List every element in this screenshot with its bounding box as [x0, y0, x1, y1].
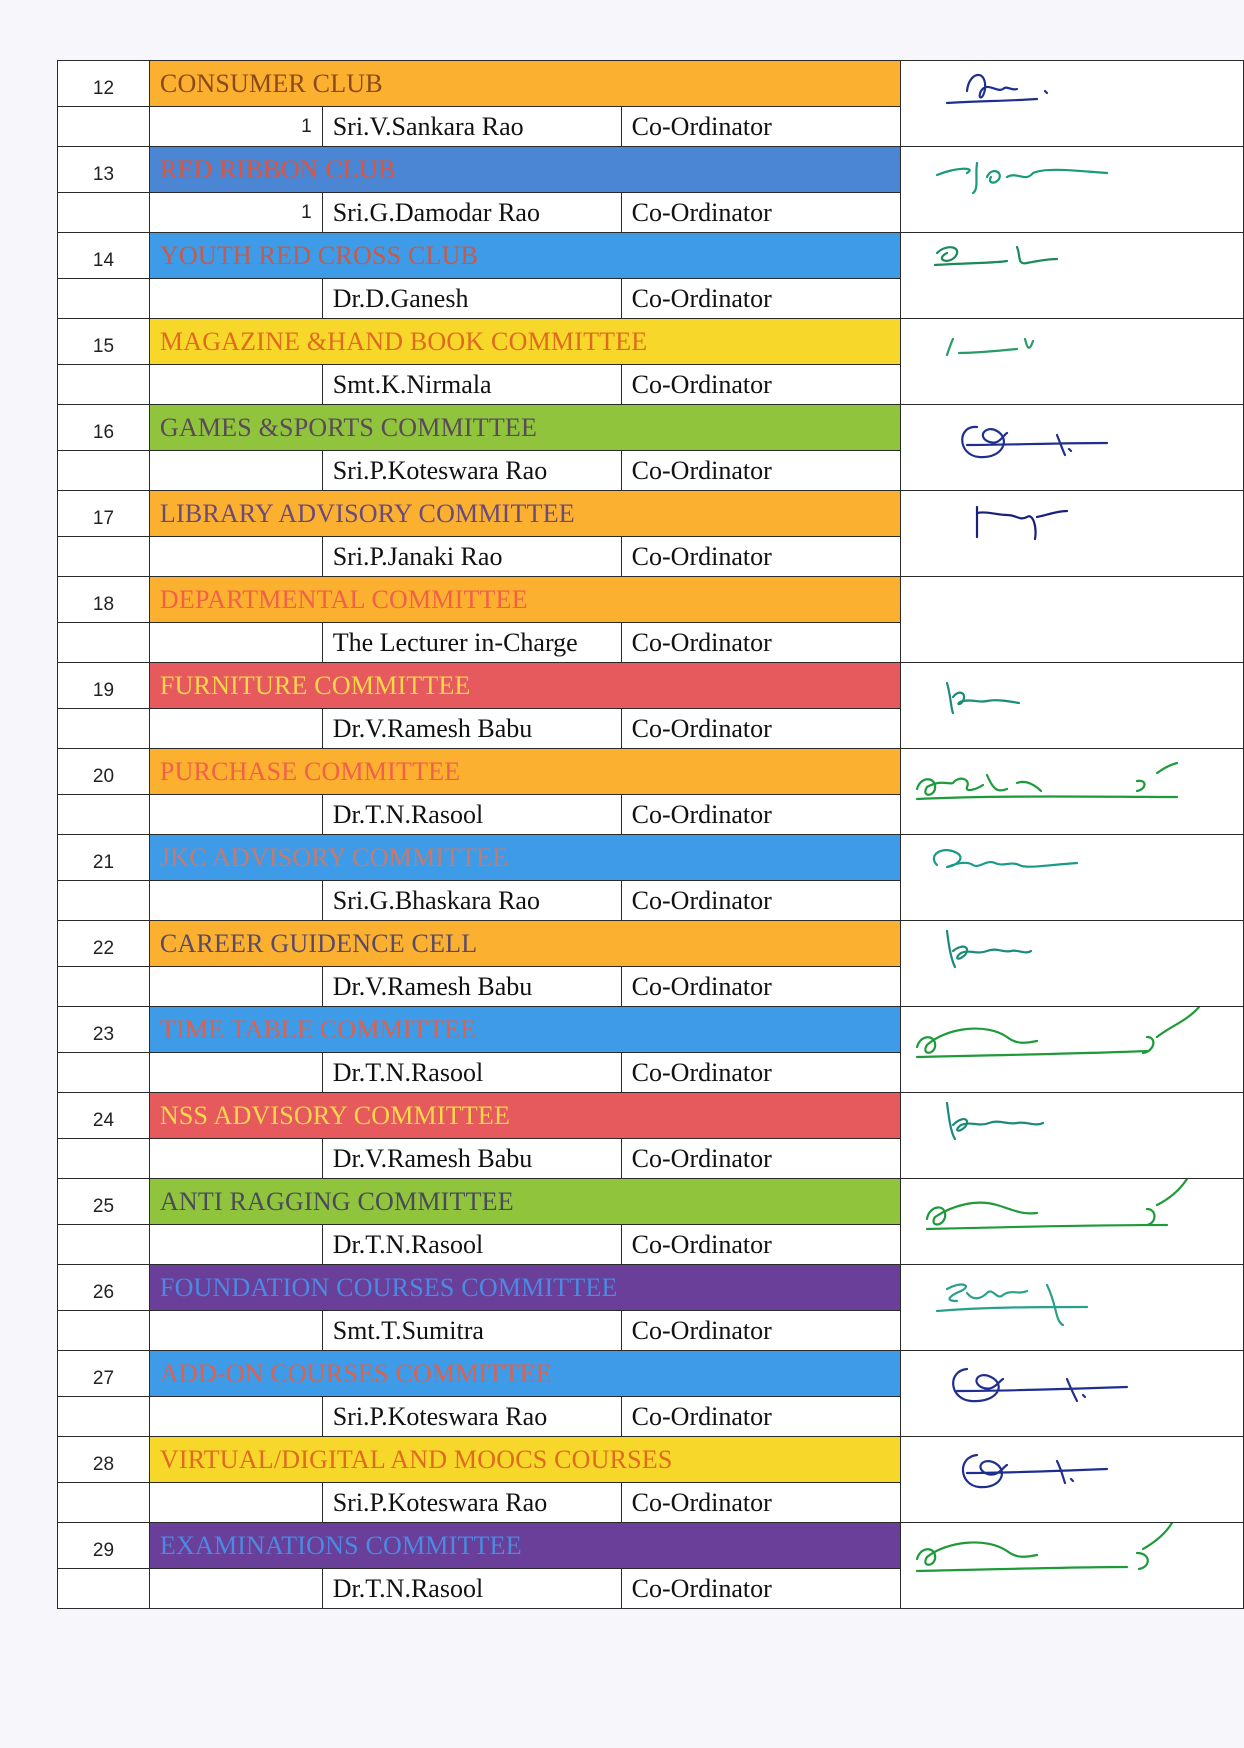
blank-cell	[58, 107, 150, 147]
committee-name: PURCHASE COMMITTEE	[149, 749, 900, 795]
committee-name: CAREER GUIDENCE CELL	[149, 921, 900, 967]
member-name: Smt.T.Sumitra	[322, 1311, 621, 1351]
committee-number: 19	[58, 663, 150, 709]
committee-table	[57, 60, 1244, 1609]
member-serial	[149, 1053, 322, 1093]
signature-cell	[900, 319, 1243, 405]
handwritten-signature	[907, 233, 1227, 314]
blank-cell	[58, 1397, 150, 1437]
committee-name: RED RIBBON CLUB	[149, 147, 900, 193]
committee-header-row	[58, 491, 1244, 537]
signature-stroke	[947, 75, 1047, 103]
signature-cell	[900, 921, 1243, 1007]
signature-cell	[900, 147, 1243, 233]
member-role: Co-Ordinator	[621, 1569, 900, 1609]
blank-cell	[58, 623, 150, 663]
member-name: Sri.P.Janaki Rao	[322, 537, 621, 577]
handwritten-signature	[907, 1437, 1227, 1518]
signature-cell	[900, 577, 1243, 663]
member-name: Sri.P.Koteswara Rao	[322, 1397, 621, 1437]
blank-cell	[58, 537, 150, 577]
committee-number: 16	[58, 405, 150, 451]
committee-header-row	[58, 1007, 1244, 1053]
member-serial	[149, 1311, 322, 1351]
handwritten-signature	[907, 1523, 1227, 1604]
signature-stroke	[953, 1369, 1127, 1401]
blank-cell	[58, 1569, 150, 1609]
committee-name: CONSUMER CLUB	[149, 61, 900, 107]
member-role: Co-Ordinator	[621, 193, 900, 233]
member-serial	[149, 279, 322, 319]
signature-cell	[900, 663, 1243, 749]
committee-name: JKC ADVISORY COMMITTEE	[149, 835, 900, 881]
member-role: Co-Ordinator	[621, 451, 900, 491]
member-name: Dr.T.N.Rasool	[322, 1225, 621, 1265]
blank-cell	[58, 795, 150, 835]
member-role: Co-Ordinator	[621, 1483, 900, 1523]
committee-header-row	[58, 319, 1244, 365]
signature-cell	[900, 1093, 1243, 1179]
member-serial	[149, 537, 322, 577]
signature-stroke	[927, 1179, 1187, 1229]
committee-number: 29	[58, 1523, 150, 1569]
handwritten-signature	[907, 1265, 1227, 1346]
blank-cell	[58, 193, 150, 233]
member-name: Sri.G.Damodar Rao	[322, 193, 621, 233]
committee-number: 23	[58, 1007, 150, 1053]
committee-header-row	[58, 577, 1244, 623]
committee-header-row	[58, 921, 1244, 967]
signature-cell	[900, 61, 1243, 147]
member-name: Dr.V.Ramesh Babu	[322, 1139, 621, 1179]
committee-header-row	[58, 1523, 1244, 1569]
committee-number: 18	[58, 577, 150, 623]
member-serial: 1	[149, 107, 322, 147]
member-serial	[149, 451, 322, 491]
blank-cell	[58, 279, 150, 319]
signature-cell	[900, 835, 1243, 921]
blank-cell	[58, 709, 150, 749]
member-role: Co-Ordinator	[621, 709, 900, 749]
member-serial	[149, 1397, 322, 1437]
blank-cell	[58, 1139, 150, 1179]
committee-name: FOUNDATION COURSES COMMITTEE	[149, 1265, 900, 1311]
signature-stroke	[917, 1523, 1175, 1572]
member-role: Co-Ordinator	[621, 1139, 900, 1179]
committee-header-row	[58, 749, 1244, 795]
committee-header-row	[58, 1179, 1244, 1225]
blank-cell	[58, 967, 150, 1007]
signature-stroke	[917, 1007, 1199, 1057]
committee-header-row	[58, 663, 1244, 709]
member-name: Sri.G.Bhaskara Rao	[322, 881, 621, 921]
blank-cell	[58, 451, 150, 491]
member-serial	[149, 623, 322, 663]
signature-cell	[900, 491, 1243, 577]
member-name: Dr.V.Ramesh Babu	[322, 709, 621, 749]
member-name: Dr.T.N.Rasool	[322, 795, 621, 835]
signature-stroke	[977, 507, 1067, 539]
blank-cell	[58, 1483, 150, 1523]
handwritten-signature	[907, 61, 1227, 142]
committee-header-row	[58, 1093, 1244, 1139]
signature-stroke	[935, 247, 1057, 265]
handwritten-signature	[907, 921, 1227, 1002]
signature-stroke	[933, 850, 1076, 867]
signature-cell	[900, 1437, 1243, 1523]
signature-cell	[900, 233, 1243, 319]
member-serial	[149, 1225, 322, 1265]
committee-number: 24	[58, 1093, 150, 1139]
member-role: Co-Ordinator	[621, 537, 900, 577]
member-role: Co-Ordinator	[621, 1311, 900, 1351]
committee-name: NSS ADVISORY COMMITTEE	[149, 1093, 900, 1139]
committee-header-row	[58, 1351, 1244, 1397]
member-role: Co-Ordinator	[621, 623, 900, 663]
committee-header-row	[58, 835, 1244, 881]
member-serial	[149, 881, 322, 921]
signature-stroke	[947, 931, 1031, 967]
member-name: Dr.D.Ganesh	[322, 279, 621, 319]
member-role: Co-Ordinator	[621, 1225, 900, 1265]
member-role: Co-Ordinator	[621, 365, 900, 405]
signature-stroke	[962, 427, 1107, 457]
committee-number: 20	[58, 749, 150, 795]
committee-number: 12	[58, 61, 150, 107]
handwritten-signature	[907, 835, 1227, 916]
signature-stroke	[947, 1103, 1043, 1139]
handwritten-signature	[907, 1007, 1227, 1088]
committee-number: 13	[58, 147, 150, 193]
member-serial	[149, 1569, 322, 1609]
member-name: Sri.P.Koteswara Rao	[322, 451, 621, 491]
member-name: The Lecturer in-Charge	[322, 623, 621, 663]
committee-name: DEPARTMENTAL COMMITTEE	[149, 577, 900, 623]
member-name: Dr.T.N.Rasool	[322, 1053, 621, 1093]
committee-header-row	[58, 1265, 1244, 1311]
handwritten-signature	[907, 405, 1227, 486]
blank-cell	[58, 1311, 150, 1351]
signature-stroke	[962, 1455, 1106, 1487]
committee-header-row	[58, 405, 1244, 451]
committee-header-row	[58, 233, 1244, 279]
committee-name: ANTI RAGGING COMMITTEE	[149, 1179, 900, 1225]
committee-name: ADD-ON COURSES COMMITTEE	[149, 1351, 900, 1397]
member-serial	[149, 1483, 322, 1523]
committee-header-row	[58, 147, 1244, 193]
member-serial: 1	[149, 193, 322, 233]
member-serial	[149, 795, 322, 835]
committee-name: TIME TABLE COMMITTEE	[149, 1007, 900, 1053]
committee-name: VIRTUAL/DIGITAL AND MOOCS COURSES	[149, 1437, 900, 1483]
committee-name: LIBRARY ADVISORY COMMITTEE	[149, 491, 900, 537]
handwritten-signature	[907, 1351, 1227, 1432]
member-serial	[149, 365, 322, 405]
committee-name: FURNITURE COMMITTEE	[149, 663, 900, 709]
committee-number: 25	[58, 1179, 150, 1225]
member-role: Co-Ordinator	[621, 967, 900, 1007]
handwritten-signature	[907, 663, 1227, 744]
committee-number: 28	[58, 1437, 150, 1483]
member-role: Co-Ordinator	[621, 881, 900, 921]
member-name: Dr.T.N.Rasool	[322, 1569, 621, 1609]
blank-cell	[58, 1225, 150, 1265]
member-role: Co-Ordinator	[621, 1053, 900, 1093]
member-role: Co-Ordinator	[621, 1397, 900, 1437]
signature-cell	[900, 1007, 1243, 1093]
signature-cell	[900, 405, 1243, 491]
member-serial	[149, 709, 322, 749]
handwritten-signature	[907, 319, 1227, 400]
handwritten-signature	[907, 1093, 1227, 1174]
committee-number: 17	[58, 491, 150, 537]
signature-cell	[900, 1351, 1243, 1437]
member-serial	[149, 1139, 322, 1179]
blank-cell	[58, 1053, 150, 1093]
blank-cell	[58, 365, 150, 405]
member-role: Co-Ordinator	[621, 795, 900, 835]
member-name: Smt.K.Nirmala	[322, 365, 621, 405]
committee-header-row	[58, 61, 1244, 107]
signature-cell	[900, 1179, 1243, 1265]
member-role: Co-Ordinator	[621, 107, 900, 147]
blank-cell	[58, 881, 150, 921]
signature-cell	[900, 1523, 1243, 1609]
signature-stroke	[917, 763, 1177, 799]
committee-number: 27	[58, 1351, 150, 1397]
member-name: Sri.P.Koteswara Rao	[322, 1483, 621, 1523]
handwritten-signature	[907, 491, 1227, 572]
member-name: Sri.V.Sankara Rao	[322, 107, 621, 147]
committee-name: MAGAZINE &HAND BOOK COMMITTEE	[149, 319, 900, 365]
committee-number: 21	[58, 835, 150, 881]
signature-stroke	[947, 339, 1033, 355]
member-role: Co-Ordinator	[621, 279, 900, 319]
committee-number: 15	[58, 319, 150, 365]
signature-cell	[900, 1265, 1243, 1351]
committee-number: 26	[58, 1265, 150, 1311]
committee-name: YOUTH RED CROSS CLUB	[149, 233, 900, 279]
handwritten-signature	[907, 147, 1227, 228]
member-name: Dr.V.Ramesh Babu	[322, 967, 621, 1007]
committee-name: GAMES &SPORTS COMMITTEE	[149, 405, 900, 451]
committee-header-row	[58, 1437, 1244, 1483]
signature-cell	[900, 749, 1243, 835]
handwritten-signature	[907, 1179, 1227, 1260]
committee-number: 14	[58, 233, 150, 279]
signature-stroke	[937, 1285, 1087, 1325]
signature-stroke	[937, 163, 1107, 193]
committee-number: 22	[58, 921, 150, 967]
member-serial	[149, 967, 322, 1007]
committee-name: EXAMINATIONS COMMITTEE	[149, 1523, 900, 1569]
handwritten-signature	[907, 749, 1227, 830]
signature-stroke	[947, 683, 1019, 713]
